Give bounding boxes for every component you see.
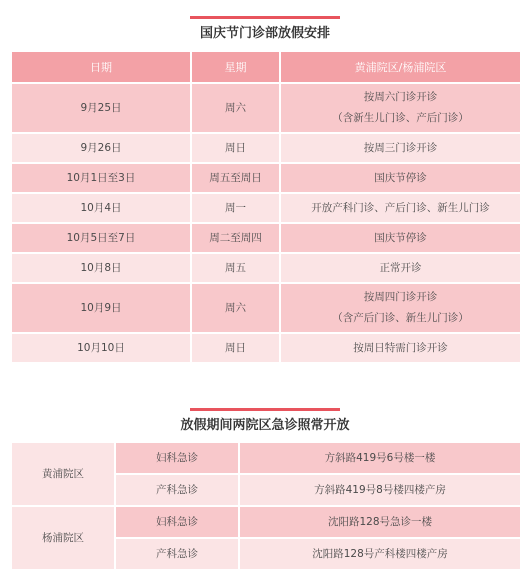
- cell-arrangement: [281, 84, 520, 132]
- arrangement-line: 正常开诊: [379, 261, 422, 274]
- section-title-holiday: [0, 22, 530, 41]
- cell-arrangement: [281, 134, 520, 162]
- arrangement-note: （含新生儿门诊、产后门诊）: [332, 112, 469, 124]
- arrangement-line: 国庆节停诊: [374, 231, 427, 244]
- cell-date: 10月10日: [12, 334, 190, 362]
- cell-weekday: 周日: [192, 334, 279, 362]
- cell-campus: 杨浦院区: [12, 507, 114, 569]
- arrangement-line: 开放产科门诊、产后门诊、新生儿门诊: [311, 201, 490, 214]
- arrangement-line: 按周六门诊开诊: [363, 91, 438, 103]
- table-row: [12, 224, 520, 252]
- table-row: [12, 254, 520, 282]
- emergency-title: 放假期间两院区急诊照常开放: [180, 418, 350, 433]
- cell-department: 妇科急诊: [116, 443, 238, 473]
- cell-department: 产科急诊: [116, 539, 238, 569]
- title-accent-bar: [190, 16, 340, 19]
- cell-weekday: 周六: [192, 84, 279, 132]
- table-row: [12, 194, 520, 222]
- arrangement-line: 按周日特需门诊开诊: [353, 341, 448, 354]
- table-row: [12, 443, 520, 473]
- cell-date: 10月9日: [12, 284, 190, 332]
- table-header-row: [12, 52, 520, 82]
- header-weekday: 星期: [192, 52, 279, 82]
- cell-address: 方斜路419号6号楼一楼: [240, 443, 520, 473]
- cell-date: 9月25日: [12, 84, 190, 132]
- arrangement-line: 按周三门诊开诊: [363, 141, 438, 154]
- cell-date: 10月4日: [12, 194, 190, 222]
- table-row: [12, 334, 520, 362]
- emergency-table: [10, 441, 522, 571]
- cell-arrangement: [281, 224, 520, 252]
- table-row: [12, 164, 520, 192]
- cell-arrangement: [281, 284, 520, 332]
- cell-weekday: 周五: [192, 254, 279, 282]
- cell-address: 沈阳路128号产科楼四楼产房: [240, 539, 520, 569]
- table-row: [12, 84, 520, 132]
- title-accent-bar: [190, 408, 340, 411]
- cell-weekday: 周日: [192, 134, 279, 162]
- table-row: [12, 284, 520, 332]
- cell-arrangement: [281, 164, 520, 192]
- cell-arrangement: [281, 254, 520, 282]
- arrangement-line: 国庆节停诊: [374, 171, 427, 184]
- section-title-emergency: [0, 414, 530, 433]
- table-row: [12, 507, 520, 537]
- cell-campus: 黄浦院区: [12, 443, 114, 505]
- cell-weekday: 周一: [192, 194, 279, 222]
- header-date: 日期: [12, 52, 190, 82]
- cell-weekday: 周二至周四: [192, 224, 279, 252]
- cell-date: 10月8日: [12, 254, 190, 282]
- cell-arrangement: [281, 194, 520, 222]
- cell-department: 妇科急诊: [116, 507, 238, 537]
- cell-arrangement: [281, 334, 520, 362]
- cell-weekday: 周六: [192, 284, 279, 332]
- holiday-schedule-table: [10, 50, 522, 364]
- table-row: [12, 134, 520, 162]
- cell-date: 10月5日至7日: [12, 224, 190, 252]
- cell-department: 产科急诊: [116, 475, 238, 505]
- holiday-title: 国庆节门诊部放假安排: [199, 26, 330, 41]
- cell-address: 方斜路419号8号楼四楼产房: [240, 475, 520, 505]
- arrangement-line: 按周四门诊开诊: [363, 291, 438, 303]
- cell-date: 10月1日至3日: [12, 164, 190, 192]
- cell-address: 沈阳路128号急诊一楼: [240, 507, 520, 537]
- cell-weekday: 周五至周日: [192, 164, 279, 192]
- header-campus: 黄浦院区/杨浦院区: [281, 52, 520, 82]
- arrangement-note: （含产后门诊、新生儿门诊）: [332, 312, 469, 324]
- cell-date: 9月26日: [12, 134, 190, 162]
